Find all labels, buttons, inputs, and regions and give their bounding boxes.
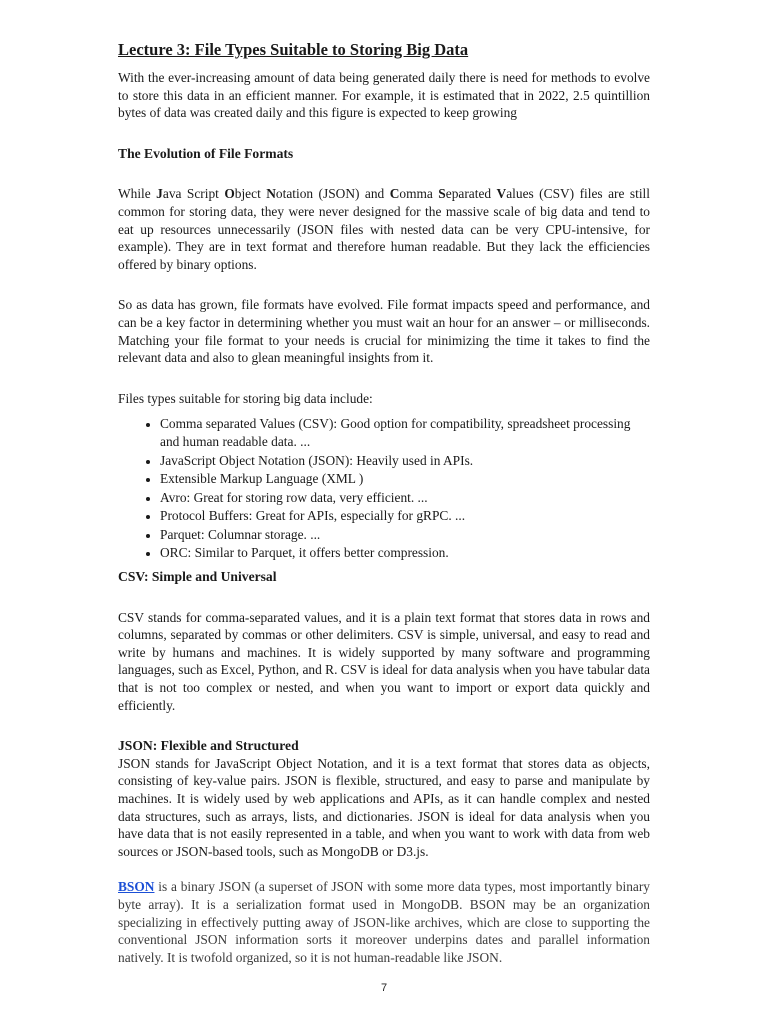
list-item: • Avro: Great for storing row data, very efficient. ... <box>160 489 650 507</box>
bson-paragraph: BSON is a binary JSON (a superset of JSON with some more data types, most importantly binary byte array). It is a serialization format used in MongoDB. BSON may be an organization specializing in effectively putting away of JSON-like archives, which are close to supporting the conventional JSON information sorts it moreover underpins dates and parallel information natively. It is twofold organized, so it is not human-readable like JSON. <box>118 879 650 965</box>
list-item: • Comma separated Values (CSV): Good option for compatibility, spreadsheet processing and human readable data. ... <box>160 415 650 450</box>
page-number: 7 <box>380 982 388 994</box>
json-heading: JSON: Flexible and Structured <box>118 738 299 754</box>
list-item: • Extensible Markup Language (XML ) <box>160 470 650 488</box>
list-item: • ORC: Similar to Parquet, it offers better compression. <box>160 544 650 562</box>
csv-heading: CSV: Simple and Universal <box>118 569 277 585</box>
evolution-heading: The Evolution of File Formats <box>118 145 294 161</box>
csv-paragraph: CSV stands for comma-separated values, and it is a plain text format that stores data in rows and columns, separated by commas or other delimiters. CSV is simple, universal, and easy to read and write by humans and machines. It is widely supported by many software and programming languages, such as Excel, Python, and R. CSV is ideal for data analysis when you have tabular data that is not too complex or nested, and when you want to import or export data quickly and efficiently. <box>118 609 650 713</box>
list-item: • Parquet: Columnar storage. ... <box>160 526 650 544</box>
bson-link[interactable]: BSON <box>118 879 155 895</box>
list-intro: Files types suitable for storing big data include: <box>118 390 373 406</box>
intro-paragraph: With the ever-increasing amount of data being generated daily there is need for methods to evolve to store this data in an efficient manner. For example, it is estimated that in 2022, 2.5 quintillion bytes of data was created daily and this figure is expected to keep growing <box>118 70 650 121</box>
file-types-list <box>118 415 650 562</box>
list-item: • Protocol Buffers: Great for APIs, especially for gRPC. ... <box>160 507 650 525</box>
document-page <box>118 40 650 966</box>
json-paragraph: JSON stands for JavaScript Object Notation, and it is a text format that stores data as objects, consisting of key-value pairs. JSON is flexible, structured, and easy to parse and manipulate by machines. It is widely used by web applications and APIs, as it can handle complex and nested data structures, such as arrays, lists, and dictionaries. JSON is ideal for data analysis when you have data that is not easily represented in a table, and when you want to work with data from web sources or JSON-based tools, such as MongoDB or D3.js. <box>118 755 650 859</box>
evolution-paragraph-1: While Java Script Object Notation (JSON) and Comma Separated Values (CSV) files are still common for storing data, they were never designed for the massive scale of big data and tend to eat up resources unnecessarily (JSON files with nested data can be very CPU-intensive, for example). They are in text format and therefore human readable. But they lack the efficiencies offered by binary options. <box>118 186 650 272</box>
evolution-paragraph-2: So as data has grown, file formats have evolved. File format impacts speed and performance, and can be a key factor in determining whether you must wait an hour for an answer – or milliseconds. Matching your file format to your needs is crucial for minimizing the time it takes to find the relevant data and also to glean meaningful insights from it. <box>118 297 650 366</box>
list-item: • JavaScript Object Notation (JSON): Heavily used in APIs. <box>160 452 650 470</box>
page-title: Lecture 3: File Types Suitable to Storing Big Data <box>118 40 469 59</box>
